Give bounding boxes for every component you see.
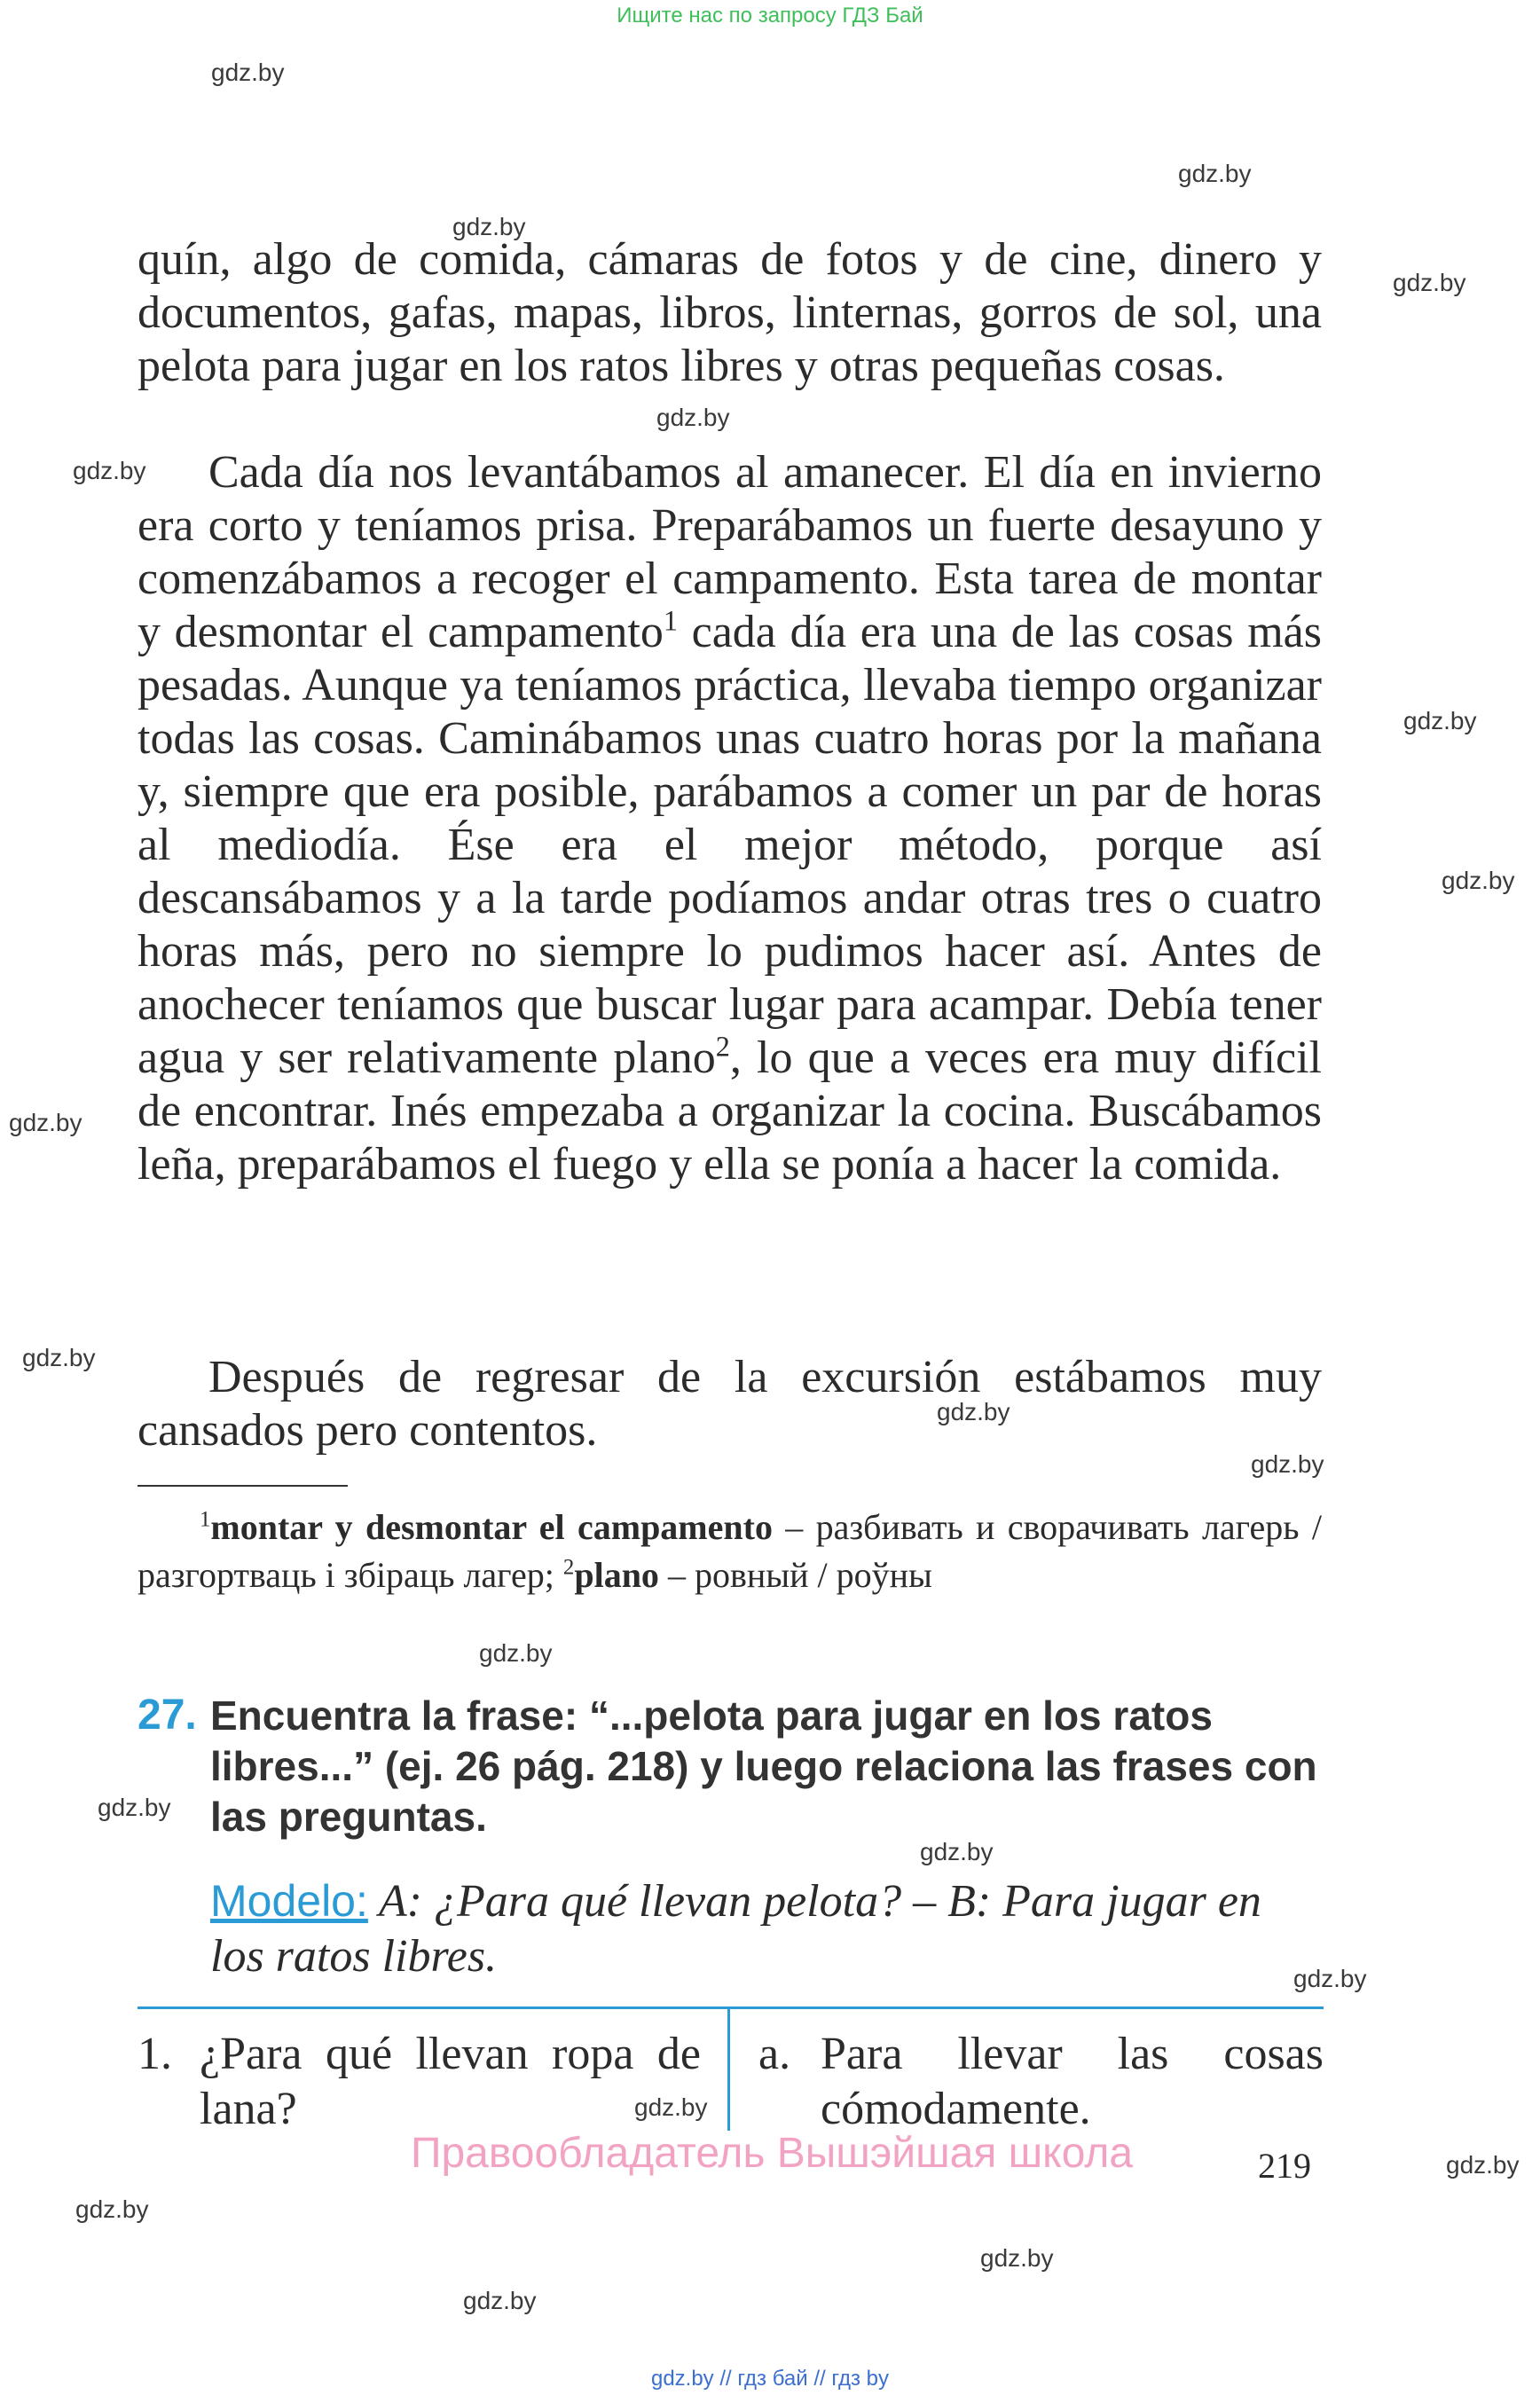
watermark: gdz.by	[479, 1639, 553, 1667]
watermark: gdz.by	[9, 1109, 82, 1136]
watermark: gdz.by	[920, 1838, 994, 1865]
paragraph-intro: quín, algo de comida, cámaras de fotos y de cine, dinero y documentos, gafas, mapas, libros, linternas, gorros de sol, una pelota para jugar en los ratos libres y otras pequeñas cosas.	[138, 234, 1322, 391]
watermark: gdz.by	[656, 404, 730, 431]
watermark: gdz.by	[980, 2244, 1054, 2272]
watermark: gdz.by	[1403, 707, 1477, 734]
answer-letter: a.	[758, 2029, 791, 2079]
watermark: gdz.by	[1178, 160, 1252, 187]
footnotes	[138, 1504, 1322, 1599]
footnote-ref: 1	[663, 604, 678, 637]
model-label: Modelo:	[210, 1876, 368, 1926]
footnote-number: 2	[562, 1555, 575, 1580]
watermark: gdz.by	[1393, 269, 1466, 296]
footnote-definition: – разбивать и сворачивать лагерь / разгортваць і збіраць лагер;	[138, 1507, 1322, 1595]
watermark: gdz.by	[1293, 1965, 1367, 1992]
exercise-instruction: Encuentra la frase: “...pelota para jugar en los ratos libres...” (ej. 26 pág. 218) y luego relaciona las frases con las preguntas.	[210, 1692, 1317, 1840]
model-example	[210, 1873, 1324, 1984]
paragraph-text: , lo que a veces era muy difícil de encontrar. Inés empezaba a organizar la cocina. Buscábamos leña, preparábamos el fuego y ella se ponía a hacer la comida.	[138, 1033, 1322, 1190]
watermark: gdz.by	[75, 2195, 149, 2223]
paragraph-daily-routine	[138, 446, 1322, 1191]
footnote-ref: 2	[715, 1030, 730, 1063]
paragraph-text: Cada día nos levantábamos al amanecer. El día en invierno era corto y teníamos prisa. Preparábamos un fuerte desayuno y comenzábamos a recoger el campamento. Esta tarea de montar y desmontar el campamento	[138, 447, 1322, 657]
watermark: gdz.by	[98, 1794, 171, 1821]
question-text: ¿Para qué llevan ropa de lana?	[200, 2029, 701, 2134]
watermark: gdz.by	[22, 1344, 96, 1371]
table-column-divider	[727, 2006, 730, 2131]
question-number: 1.	[138, 2029, 172, 2079]
watermark: gdz.by	[1442, 867, 1515, 894]
question-column	[138, 2027, 701, 2137]
watermark: gdz.by	[73, 457, 146, 484]
list-item	[758, 2027, 1324, 2137]
model-text: A: ¿Para qué llevan pelota? – B: Para jugar en los ratos libres.	[210, 1876, 1261, 1982]
table-top-rule	[138, 2006, 1324, 2009]
exercise-number: 27.	[138, 1692, 197, 1739]
watermark: gdz.by	[1446, 2151, 1520, 2179]
copyright-notice: Правообладатель Вышэйшая школа	[410, 2130, 1134, 2177]
footnote-term: plano	[574, 1555, 659, 1595]
watermark: gdz.by	[937, 1398, 1010, 1425]
list-item	[138, 2027, 701, 2137]
footer-links[interactable]: gdz.by // гдз бай // гдз by	[650, 2367, 890, 2391]
footnote-number: 1	[200, 1507, 211, 1532]
paragraph-text: cada día era una de las cosas más pesadas. Aunque ya teníamos práctica, llevaba tiempo organizar todas las cosas. Caminábamos unas cuatro horas por la mañana y, siempre que era posible, parábamos a comer un par de horas al mediodía. Ése era el mejor método, porque así descansábamos y a la tarde podíamos andar otras tres o cuatro horas más, pero no siempre lo pudimos hacer así. Antes de anochecer teníamos que buscar lugar para acampar. Debía tener agua y ser relativamente plano	[138, 607, 1322, 1083]
answer-text: Para llevar las cosas cómodamente.	[821, 2029, 1324, 2134]
footnote-divider	[138, 1485, 348, 1487]
answer-column	[758, 2027, 1324, 2137]
watermark: gdz.by	[634, 2093, 708, 2121]
footnote-term: montar y desmontar el campamento	[210, 1507, 773, 1547]
watermark: gdz.by	[1251, 1450, 1324, 1478]
top-banner: Ищите нас по запросу ГДЗ Бай	[617, 4, 923, 27]
paragraph-conclusion: Después de regresar de la excursión estábamos muy cansados pero contentos.	[138, 1352, 1322, 1456]
watermark: gdz.by	[463, 2287, 537, 2314]
page-number: 219	[1258, 2146, 1311, 2186]
watermark: gdz.by	[452, 213, 526, 240]
footnote-definition: – ровный / роўны	[658, 1555, 932, 1595]
watermark: gdz.by	[211, 59, 285, 86]
